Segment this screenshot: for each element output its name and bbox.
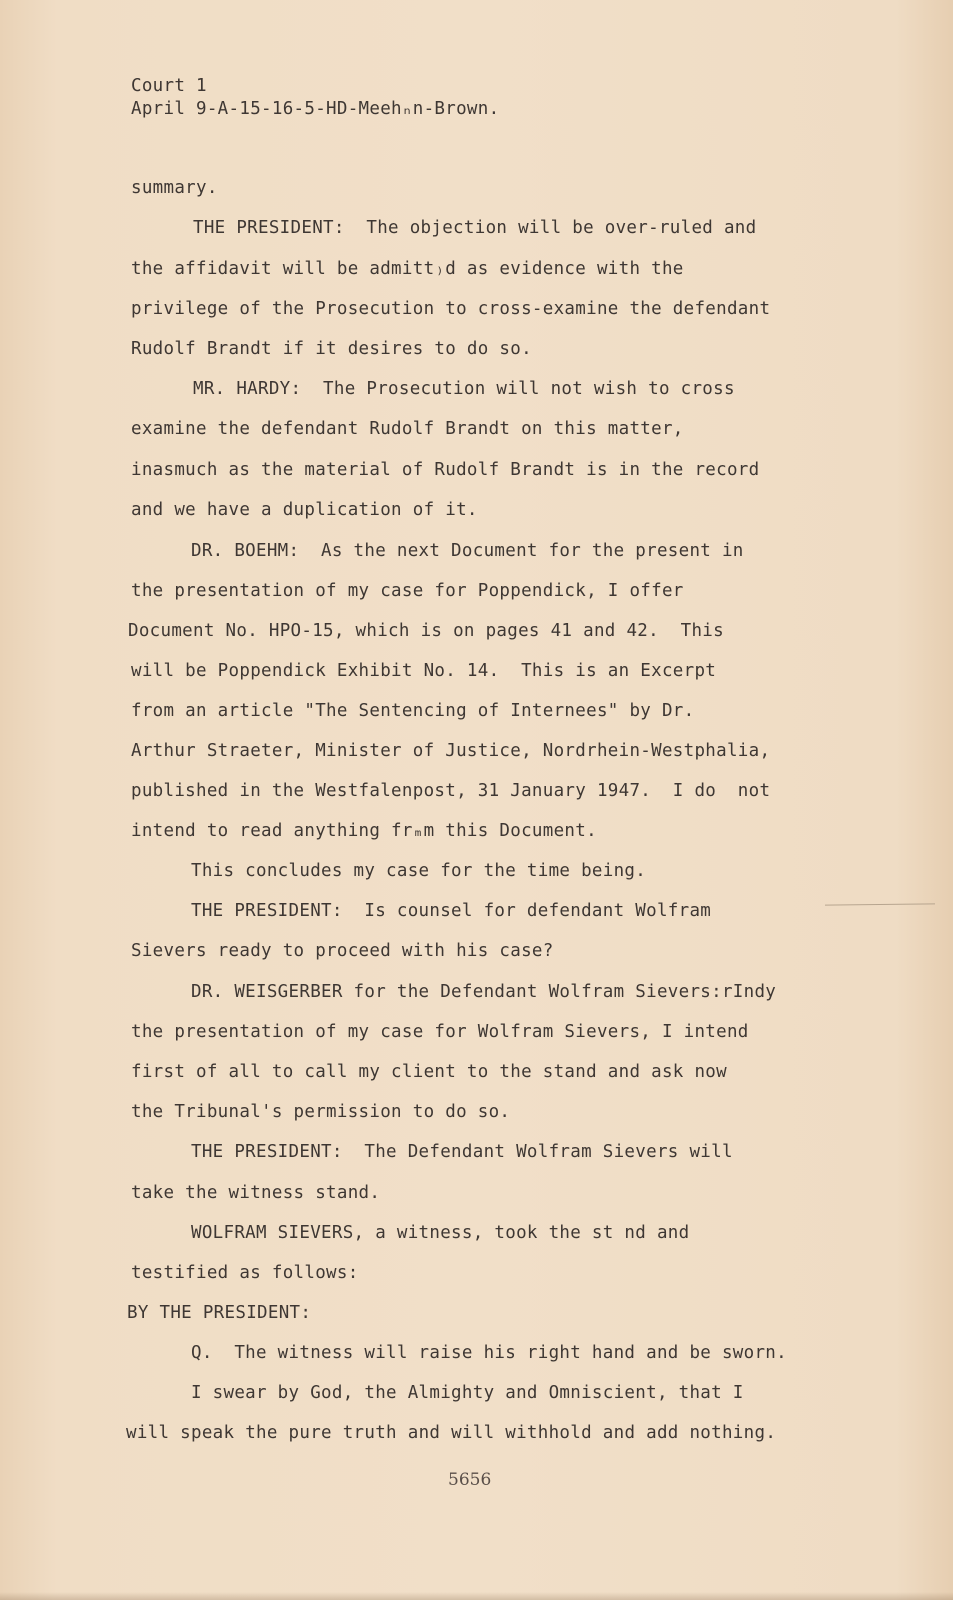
transcript-line: the Tribunal's permission to do so. [131,1102,511,1122]
stray-pencil-mark [825,903,935,905]
transcript-line: Rudolf Brandt if it desires to do so. [131,339,532,359]
court-header: Court 1 [131,76,207,96]
transcript-line: This concludes my case for the time being. [191,861,647,881]
transcript-line: BY THE PRESIDENT: [127,1303,312,1323]
transcript-line: from an article "The Sentencing of Internees" by Dr. [131,701,695,721]
transcript-line: MR. HARDY: The Prosecution will not wish to cross [193,379,735,399]
transcript-line: DR. BOEHM: As the next Document for the present in [191,541,744,561]
transcript-line: THE PRESIDENT: Is counsel for defendant Wolfram [191,901,712,921]
transcript-line: THE PRESIDENT: The objection will be over-ruled and [193,218,757,238]
transcript-line: WOLFRAM SIEVERS, a witness, took the st nd and [191,1223,690,1243]
transcript-line: Document No. HPO-15, which is on pages 41 and 42. This [128,621,724,641]
transcript-line: summary. [131,178,218,198]
transcript-line: inasmuch as the material of Rudolf Brandt is in the record [131,460,760,480]
transcript-line: examine the defendant Rudolf Brandt on this matter, [131,419,684,439]
transcript-line: take the witness stand. [131,1183,381,1203]
transcript-line: published in the Westfalenpost, 31 January 1947. I do not [131,781,771,801]
transcript-line: will be Poppendick Exhibit No. 14. This is an Excerpt [131,661,717,681]
session-code-header: April 9-A-15-16-5-HD-Meehₙn-Brown. [131,99,500,119]
page-bottom-edge [0,1592,953,1600]
transcript-line: privilege of the Prosecution to cross-examine the defendant [131,299,771,319]
transcript-line: the affidavit will be admitt₎d as evidence with the [131,259,684,279]
page-number: 5656 [448,1470,492,1490]
transcript-line: the presentation of my case for Wolfram Sievers, I intend [131,1022,749,1042]
transcript-line: I swear by God, the Almighty and Omniscient, that I [191,1383,744,1403]
transcript-line: DR. WEISGERBER for the Defendant Wolfram Sievers:rIndy [191,982,777,1002]
transcript-line: testified as follows: [131,1263,359,1283]
transcript-line: THE PRESIDENT: The Defendant Wolfram Sievers will [191,1142,733,1162]
transcript-line: Arthur Straeter, Minister of Justice, Nordrhein-Westphalia, [131,741,771,761]
transcript-line: the presentation of my case for Poppendick, I offer [131,581,684,601]
transcript-line: first of all to call my client to the stand and ask now [131,1062,727,1082]
transcript-line: Sievers ready to proceed with his case? [131,941,554,961]
transcript-line: and we have a duplication of it. [131,500,478,520]
transcript-line: will speak the pure truth and will withhold and add nothing. [126,1423,777,1443]
transcript-line: intend to read anything frₘm this Document. [131,821,597,841]
transcript-line: Q. The witness will raise his right hand and be sworn. [191,1343,787,1363]
